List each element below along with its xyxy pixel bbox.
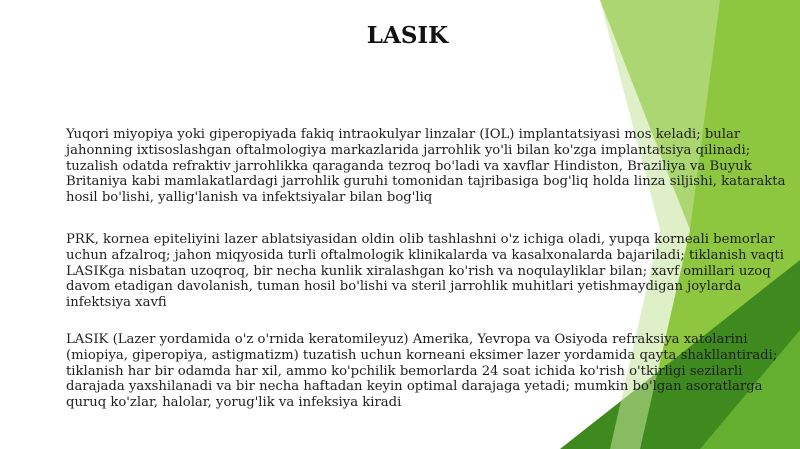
paragraph-lasik: LASIK (Lazer yordamida o'z o'rnida keratomileyuz) Amerika, Yevropa va Osiyoda refraksiya xatolarini (miopiya, giperopiya, astigmatizm) tuzatish uchun korneani eksimer lazer yordamida qayta shakllantiradi; tiklanish har bir odamda har xil, ammo ko'pchilik bemorlarda 24 soat ichida ko'rish o'tkirligi sezilarli darajada yaxshilanadi va bir necha haftadan keyin optimal darajaga yetadi; mumkin bo'lgan asoratlarga quruq ko'zlar, halolar, yorug'lik va infeksiya kiradi xyxy=(66,332,778,411)
slide-title: LASIK xyxy=(366,22,449,49)
paragraph-iol: Yuqori miyopiya yoki giperopiyada fakiq intraokulyar linzalar (IOL) implantatsiyasi mos keladi; bular jahonning ixtisoslashgan oftalmologiya markazlarida jarrohlik yo'li bilan ko'zga implantatsiya qilinadi; tuzalish odatda refraktiv jarrohlikka qaraganda tezroq bo'ladi va xavflar Hindiston, Braziliya va Buyuk Britaniya kabi mamlakatlardagi jarrohlik guruhi tomonidan tajribasiga bog'liq holda linza siljishi, katarakta hosil bo'lishi, yallig'lanish va infektsiyalar bilan bog'liq xyxy=(66,127,786,206)
paragraph-prk: PRK, kornea epiteliyini lazer ablatsiyasidan oldin olib tashlashni o'z ichiga oladi, yupqa korneali bemorlar uchun afzalroq; jahon miqyosida turli oftalmologik klinikalarda va kasalxonalarda bajariladi; tiklanish vaqti LASIKga nisbatan uzoqroq, bir necha kunlik xiralashgan ko'rish va noqulayliklar bilan; xavf omillari uzoq davom etadigan davolanish, tuman hosil bo'lishi va steril jarrohlik muhitlari yetishmaydigan joylarda infektsiya xavfi xyxy=(66,232,784,311)
